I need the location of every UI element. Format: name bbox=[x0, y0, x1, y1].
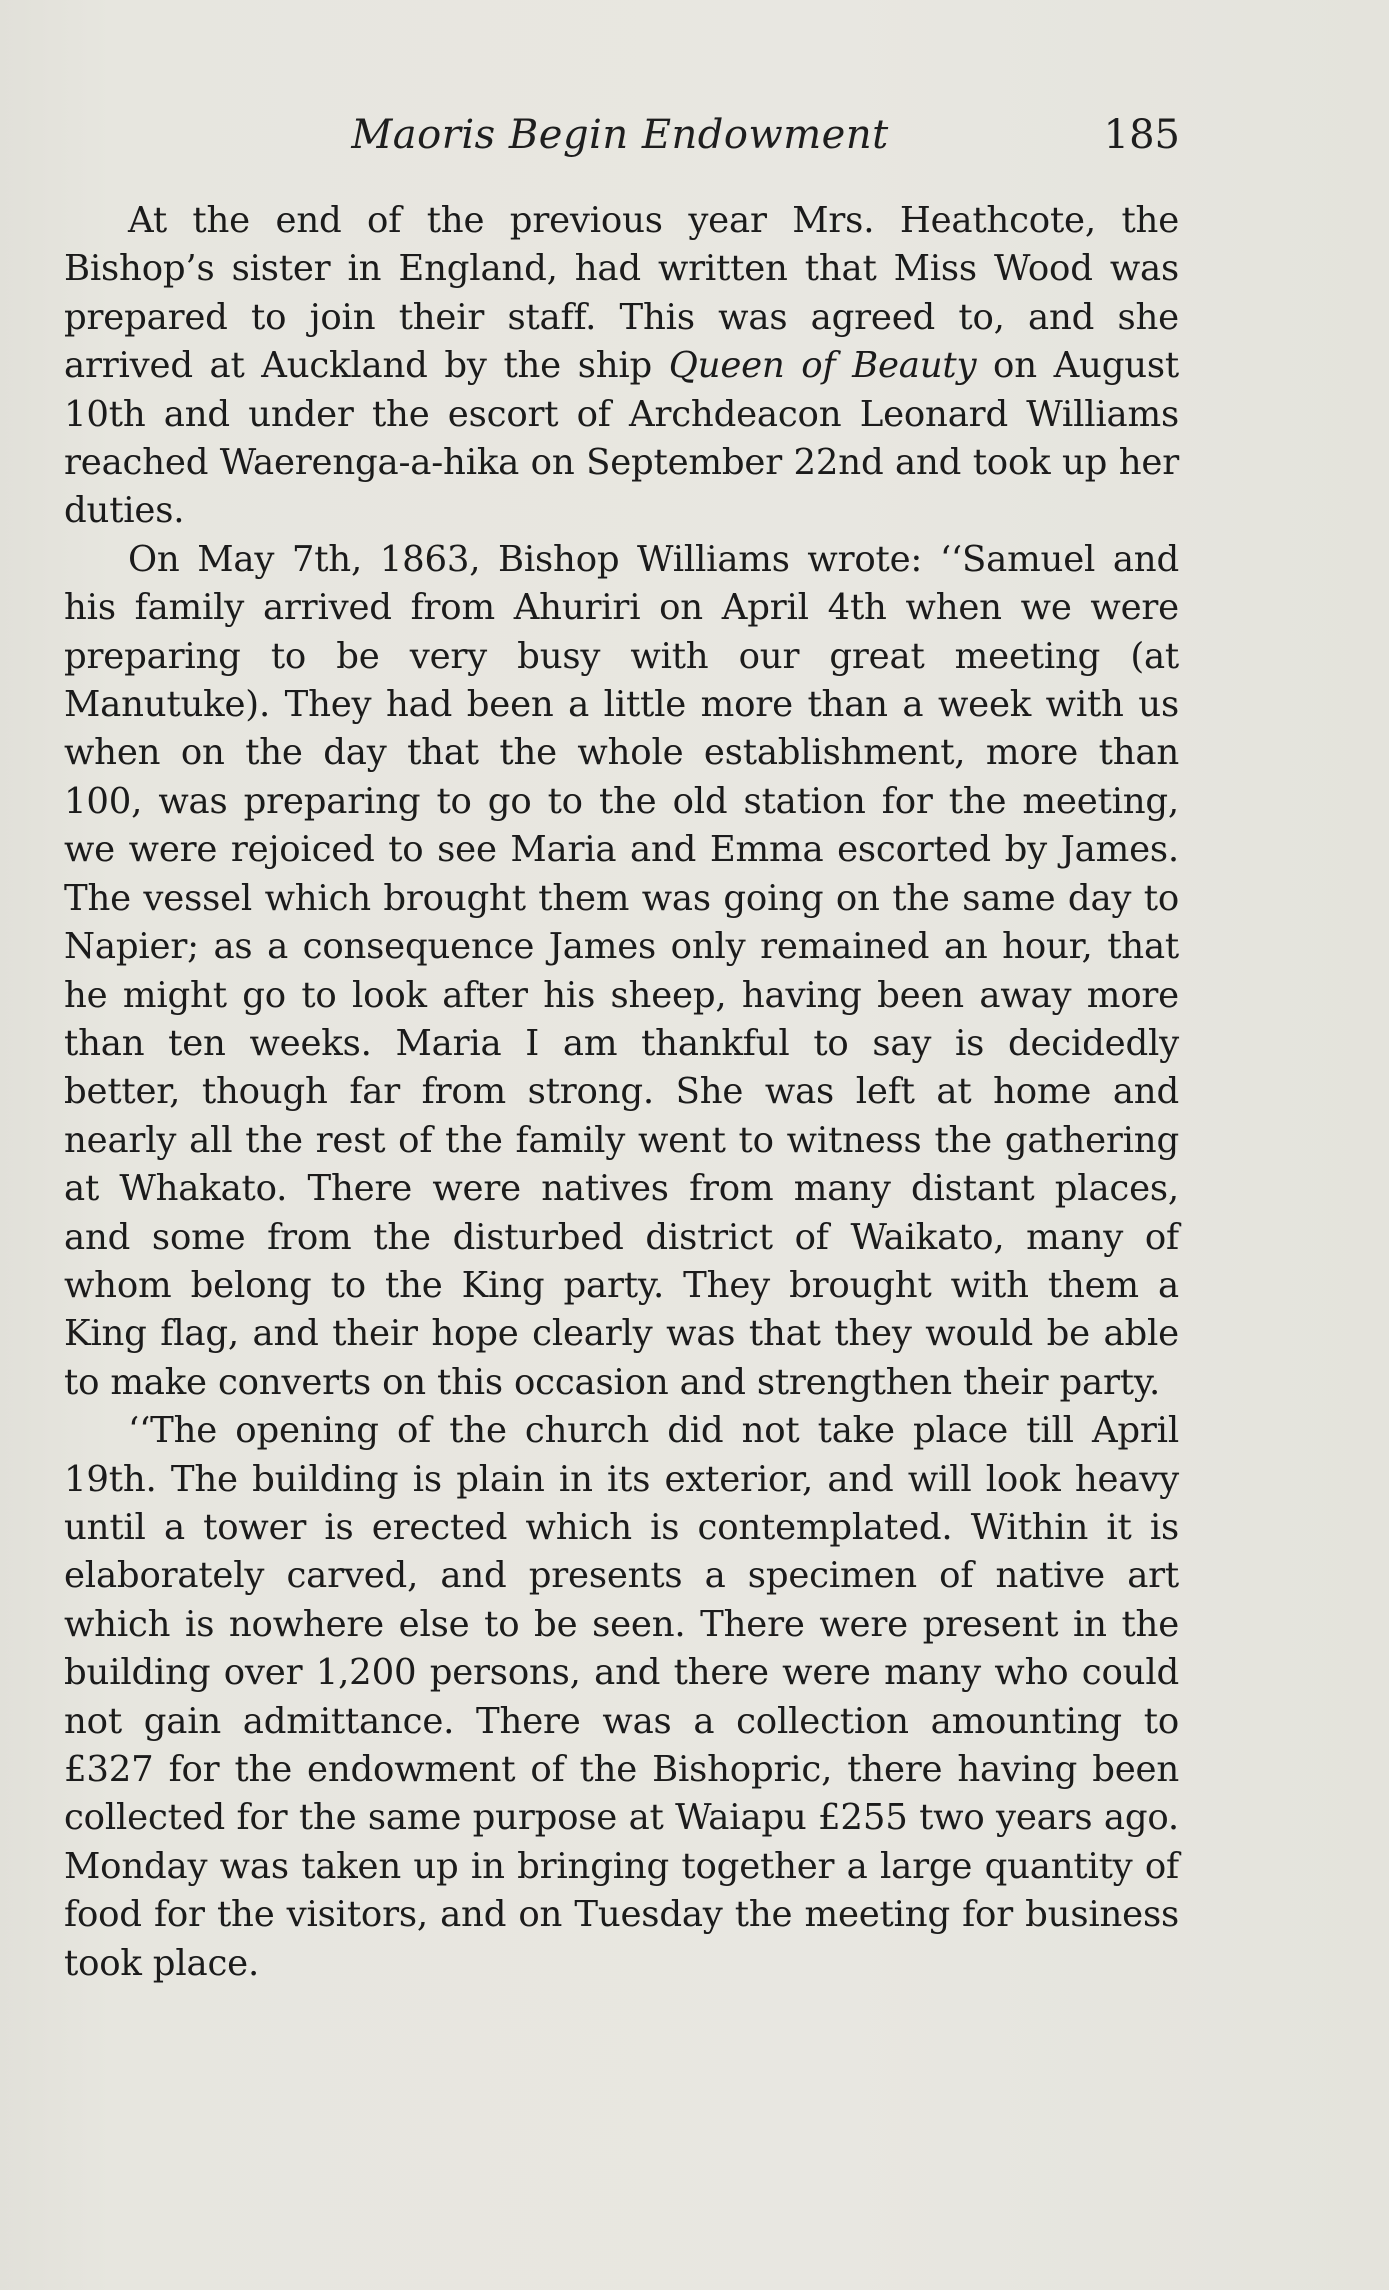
paragraph-miss-wood-arrival bbox=[64, 197, 1179, 536]
page-header bbox=[60, 112, 1180, 170]
paragraph-church-opening: ‘‘The opening of the church did not take place till April 19th. The building is plain in its exterior, and will look heavy until a tower is erected which is contemplated. Within it is elaborately carved, and presents a specimen of native art which is nowhere else to be seen. There were present in the building over 1,200 persons, and there were many who could not gain admittance. There was a collection amounting to £327 for the endowment of the Bishopric, there having been collected for the same purpose at Waiapu £255 two years ago. Monday was taken up in bringing together a large quantity of food for the visitors, and on Tuesday the meeting for business took place. bbox=[64, 1410, 1179, 1984]
page-number: 185 bbox=[1103, 112, 1180, 158]
paragraph-text-after-ship: on August 10th and under the escort of Archdeacon Leonard Williams reached Waerenga-a-hika on September 22nd and took up her duties. bbox=[64, 345, 1179, 532]
paragraph-text-before-ship: At the end of the previous year Mrs. Heathcote, the Bishop’s sister in England, had written that Miss Wood was prepared to join their staff. This was agreed to, and she arrived at Auckland by the ship bbox=[64, 200, 1179, 387]
paragraph-bishop-letter: On May 7th, 1863, Bishop Williams wrote: ‘‘Samuel and his family arrived from Ahuriri on April 4th when we were preparing to be very busy with our great meeting (at Manutuke). They had been a little more than a week with us when on the day that the whole establishment, more than 100, was preparing to go to the old station for the meeting, we were rejoiced to see Maria and Emma escorted by James. The vessel which brought them was going on the same day to Napier; as a consequence James only remained an hour, that he might go to look after his sheep, having been away more than ten weeks. Maria I am thankful to say is decidedly better, though far from strong. She was left at home and nearly all the rest of the family went to witness the gathering at Whakato. There were natives from many distant places, and some from the disturbed district of Waikato, many of whom belong to the King party. They brought with them a King flag, and their hope clearly was that they would be able to make converts on this occasion and strengthen their party. bbox=[64, 538, 1179, 1403]
ship-name: Queen of Beauty bbox=[668, 345, 977, 387]
running-title: Maoris Begin Endowment bbox=[351, 112, 889, 158]
body-text bbox=[64, 197, 1179, 1988]
